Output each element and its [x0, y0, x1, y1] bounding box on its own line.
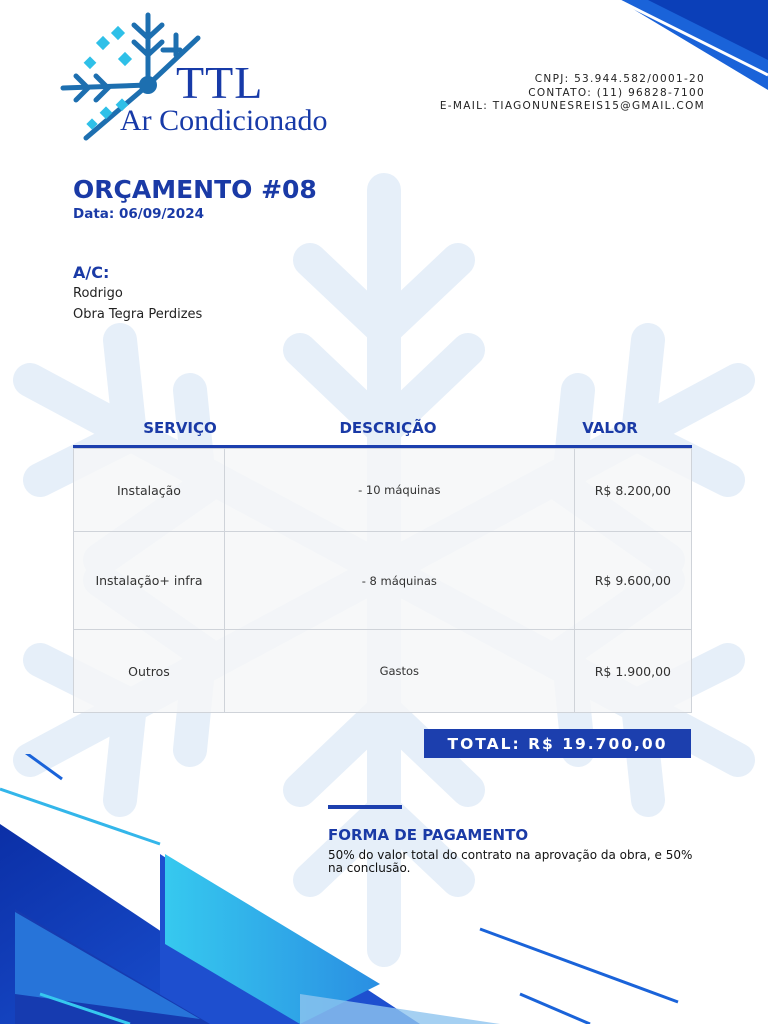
- decorative-shapes-bottom: [0, 754, 768, 1024]
- recipient-label: A/C:: [73, 263, 110, 282]
- row-value: R$ 1.900,00: [574, 630, 691, 713]
- cnpj-text: CNPJ: 53.944.582/0001-20: [534, 73, 705, 85]
- company-logo: [58, 10, 328, 145]
- row-service: Outros: [74, 630, 225, 713]
- header-service: SERVIÇO: [143, 419, 217, 437]
- payment-rule: [328, 805, 402, 809]
- row-description: - 8 máquinas: [224, 532, 574, 630]
- table-row: [74, 630, 692, 713]
- payment-title: FORMA DE PAGAMENTO: [328, 826, 529, 844]
- header-value: VALOR: [582, 419, 638, 437]
- quote-date: Data: 06/09/2024: [73, 206, 204, 222]
- logo-title: TTL: [176, 57, 264, 108]
- row-value: R$ 9.600,00: [574, 532, 691, 630]
- email-text: E-MAIL: TIAGONUNESREIS15@GMAIL.COM: [439, 100, 705, 112]
- contact-info: [440, 73, 705, 114]
- total-badge: TOTAL: R$ 19.700,00: [424, 729, 691, 758]
- row-service: Instalação: [74, 449, 225, 532]
- phone-text: CONTATO: (11) 96828-7100: [528, 86, 705, 99]
- row-service: Instalação+ infra: [74, 532, 225, 630]
- table-row: [74, 449, 692, 532]
- payment-text: 50% do valor total do contrato na aprovação da obra, e 50% na conclusão.: [328, 848, 693, 875]
- quote-title: ORÇAMENTO #08: [73, 175, 317, 204]
- row-value: R$ 8.200,00: [574, 449, 691, 532]
- recipient-name: Rodrigo: [73, 286, 123, 301]
- row-description: Gastos: [224, 630, 574, 713]
- logo-subtitle: Ar Condicionado: [120, 104, 328, 137]
- row-description: - 10 máquinas: [224, 449, 574, 532]
- recipient-project: Obra Tegra Perdizes: [73, 307, 203, 322]
- header-description: DESCRIÇÃO: [339, 419, 437, 437]
- table-row: [74, 532, 692, 630]
- services-table: [73, 448, 692, 713]
